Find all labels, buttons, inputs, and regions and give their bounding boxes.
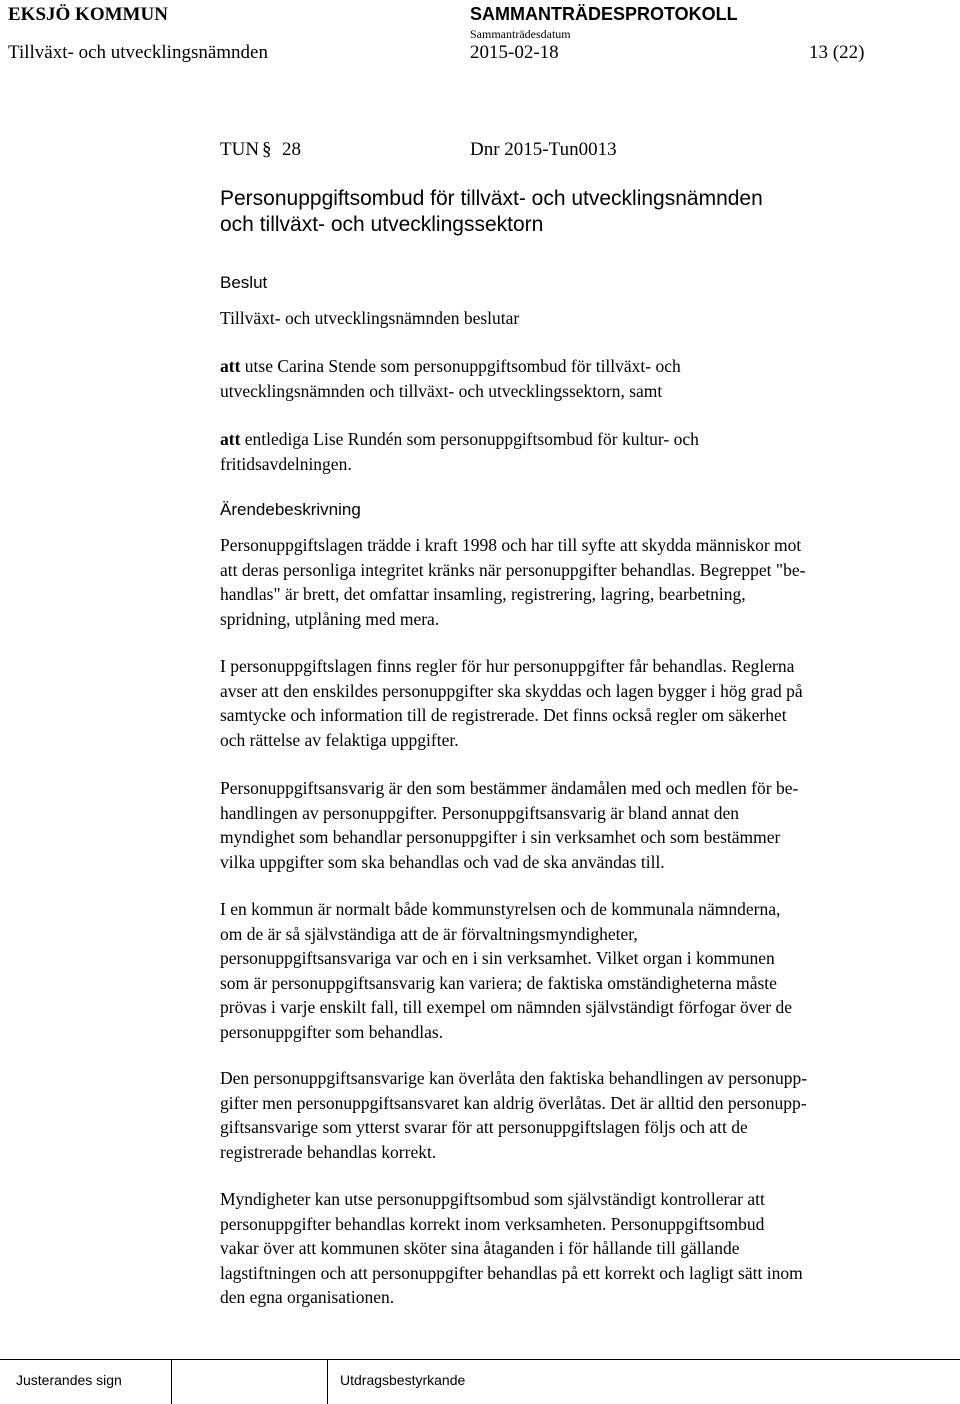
- meeting-date: 2015-02-18: [470, 42, 559, 63]
- decision-intro-text: Tillväxt- och utvecklingsnämnden beslutar: [220, 308, 520, 328]
- paragraph-line: personuppgifter som behandlas.: [220, 1021, 444, 1042]
- paragraph-line: giftsansvarige som ytterst svarar för att personuppgiftslagen följs och att de: [220, 1117, 748, 1137]
- paragraph-line: registrerade behandlas korrekt.: [220, 1141, 437, 1162]
- paragraph-line: avser att den enskildes personuppgifter ska skyddas och lagen bygger i hög grad på: [220, 680, 803, 701]
- paragraph-line: personuppgifter behandlas korrekt inom verksamheten. Personuppgiftsombud: [220, 1213, 765, 1234]
- decision-item-text: entlediga Lise Rundén som personuppgiftsombud för kultur- och: [240, 429, 699, 449]
- paragraph-line: prövas i varje enskilt fall, till exempel om nämnden självständigt förfogar över de: [220, 997, 792, 1017]
- footer-divider: [0, 1359, 960, 1360]
- section-number: 28: [282, 139, 301, 160]
- description-paragraph: [220, 1066, 940, 1164]
- section-prefix: TUN: [220, 139, 260, 160]
- committee-name: Tillväxt- och utvecklingsnämnden: [8, 42, 268, 63]
- paragraph-line: personuppgiftsansvariga var och en i sin verksamhet. Vilket organ i kommunen: [220, 948, 775, 968]
- paragraph-line: handlingen av personuppgifter. Personuppgiftsansvarig är bland annat den: [220, 802, 740, 823]
- paragraph-line: handlas" är brett, det omfattar insamling, registrering, lagring, bearbetning,: [220, 584, 746, 604]
- paragraph-line: gifter men personuppgiftsansvaret kan aldrig överlåtas. Det är alltid den personupp-: [220, 1092, 807, 1113]
- decision-keyword: att: [220, 429, 241, 449]
- description-heading: Ärendebeskrivning: [220, 500, 361, 519]
- paragraph-line: Myndigheter kan utse personuppgiftsombud som självständigt kontrollerar att: [220, 1189, 765, 1209]
- paragraph-line: om de är så självständiga att de är förvaltningsmyndigheter,: [220, 923, 638, 944]
- description-paragraph: [220, 776, 940, 874]
- decision-item-line: [220, 427, 940, 452]
- paragraph-line: den egna organisationen.: [220, 1287, 395, 1307]
- extract-field-divider: [327, 1360, 328, 1404]
- paragraph-line: spridning, utplåning med mera.: [220, 608, 440, 629]
- paragraph-line: vakar över att kommunen sköter sina åtaganden i för hållande till gällande: [220, 1238, 740, 1258]
- description-paragraph: [220, 533, 940, 631]
- paragraph-line: Personuppgiftsansvarig är den som bestämmer ändamålen med och medlen för be-: [220, 778, 799, 798]
- decision-intro: [220, 306, 940, 331]
- title-line: och tillväxt- och utvecklingssektorn: [220, 213, 544, 236]
- date-label: Sammanträdesdatum: [470, 27, 571, 41]
- signature-label: Justerandes sign: [16, 1372, 122, 1388]
- paragraph-line: myndighet som behandlar personuppgifter i sin verksamhet och som bestämmer: [220, 827, 781, 847]
- document-type: SAMMANTRÄDESPROTOKOLL: [470, 4, 738, 24]
- paragraph-line: I personuppgiftslagen finns regler för hur personuppgifter får behandlas. Reglerna: [220, 656, 795, 676]
- paragraph-line: och rättelse av felaktiga uppgifter.: [220, 729, 459, 750]
- paragraph-line: samtycke och information till de registrerade. Det finns också regler om säkerhet: [220, 705, 787, 725]
- document-title: [220, 186, 940, 238]
- decision-item-text: utse Carina Stende som personuppgiftsombud för tillväxt- och: [240, 356, 681, 376]
- decision-keyword: att: [220, 356, 241, 376]
- page-number: 13 (22): [809, 42, 865, 63]
- description-paragraph: [220, 1187, 940, 1310]
- decision-item-line: [220, 354, 940, 379]
- decision-heading: Beslut: [220, 273, 268, 292]
- description-paragraph: [220, 897, 940, 1044]
- signature-field-divider: [171, 1360, 172, 1404]
- decision-item-line: utvecklingsnämnden och tillväxt- och utvecklingssektorn, samt: [220, 380, 663, 401]
- extract-certification-label: Utdragsbestyrkande: [340, 1372, 466, 1388]
- decision-item: [220, 354, 940, 403]
- case-number: Dnr 2015-Tun0013: [470, 139, 617, 160]
- paragraph-line: Den personuppgiftsansvarige kan överlåta den faktiska behandlingen av personupp-: [220, 1068, 808, 1088]
- paragraph-line: att deras personliga integritet kränks när personuppgifter behandlas. Begreppet "be-: [220, 559, 806, 580]
- description-paragraph: [220, 654, 940, 752]
- decision-item-line: fritidsavdelningen.: [220, 453, 352, 474]
- paragraph-line: vilka uppgifter som ska behandlas och vad de ska användas till.: [220, 851, 665, 872]
- organization-name: EKSJÖ KOMMUN: [8, 4, 168, 25]
- paragraph-sign: §: [262, 139, 272, 160]
- paragraph-line: lagstiftningen och att personuppgifter behandlas på ett korrekt och lagligt sätt inom: [220, 1262, 803, 1283]
- decision-item: [220, 427, 940, 476]
- paragraph-line: I en kommun är normalt både kommunstyrelsen och de kommunala nämnderna,: [220, 899, 781, 919]
- paragraph-line: Personuppgiftslagen trädde i kraft 1998 och har till syfte att skydda människor mot: [220, 535, 802, 555]
- paragraph-line: som är personuppgiftsansvarig kan variera; de faktiska omständigheterna måste: [220, 972, 777, 993]
- title-line: Personuppgiftsombud för tillväxt- och utvecklingsnämnden: [220, 187, 763, 210]
